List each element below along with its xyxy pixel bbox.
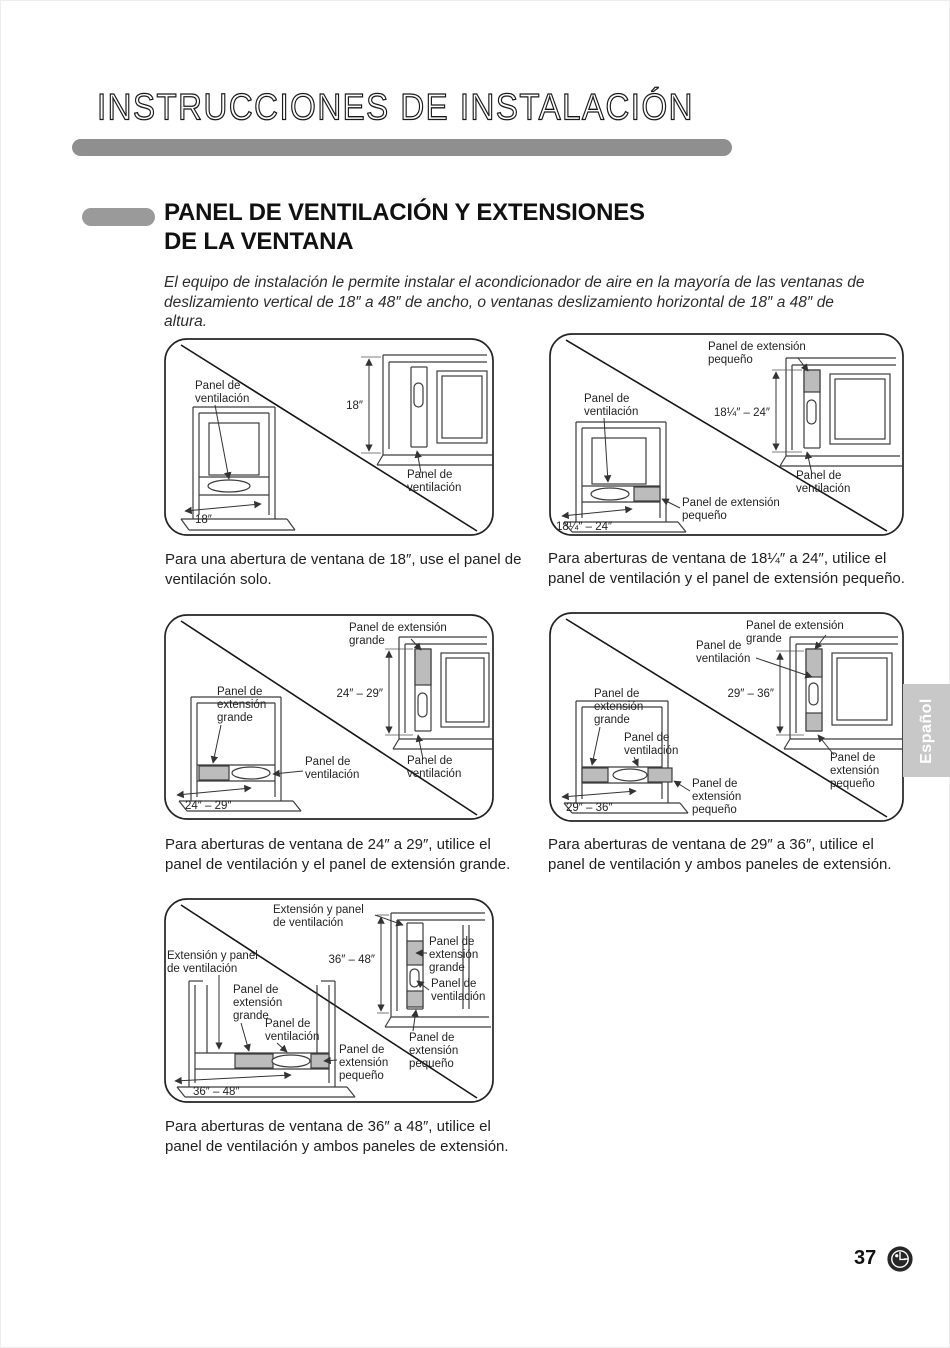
caption-36-48: Para aberturas de ventana de 36″ a 48″, utilice el panel de ventilación y ambos paneles de extensión. [165, 1118, 509, 1155]
label-large-ext-panel: Panel de [233, 984, 279, 996]
label-small-ext-panel: extensión [830, 765, 880, 777]
section-bullet-pill [82, 208, 155, 226]
label-vent-panel: ventilación [195, 393, 250, 405]
dim-width-36-48: 36″ – 48″ [193, 1086, 240, 1098]
label-large-ext-panel: grande [349, 635, 385, 647]
caption-24-29: Para aberturas de ventana de 24″ a 29″, utilice el panel de ventilación y el panel de extensión grande. [165, 836, 511, 873]
dim-width-29-36: 29″ – 36″ [566, 802, 613, 814]
figure-diagram-29-36 [548, 611, 905, 823]
dim-height-24-29: 24″ – 29″ [336, 688, 383, 700]
label-large-ext-panel: grande [429, 962, 465, 974]
label-vent-panel: Panel de [696, 640, 742, 652]
label-ext-and-vent: de ventilación [167, 963, 238, 975]
label-large-ext-panel: Panel de [594, 688, 640, 700]
label-vent-panel: Panel de [431, 978, 477, 990]
title-underline-bar [72, 139, 732, 156]
label-vent-panel: Panel de [796, 470, 842, 482]
label-vent-panel: ventilación [624, 745, 679, 757]
label-vent-panel: Panel de [195, 380, 241, 392]
label-vent-panel: Panel de [265, 1018, 311, 1030]
label-vent-panel: ventilación [407, 482, 462, 494]
section-title-line1: PANEL DE VENTILACIÓN Y EXTENSIONES [164, 199, 645, 226]
label-ext-and-vent: de ventilación [273, 917, 344, 929]
intro-paragraph: El equipo de instalación le permite instalar el acondicionador de aire en la mayoría de las ventanas de deslizamiento vertical de 18″ a 48″ de ancho, o ventanas deslizamiento horizontal de 18″ a 48″ de altura. [164, 274, 865, 330]
label-large-ext-panel: Panel de extensión [349, 622, 447, 634]
label-large-ext-panel: Panel de [217, 686, 263, 698]
label-small-ext-panel: extensión [339, 1057, 389, 1069]
caption-18: Para una abertura de ventana de 18″, use el panel de ventilación solo. [165, 551, 522, 588]
caption-18q-24: Para aberturas de ventana de 18¼″ a 24″, utilice el panel de ventilación y el panel de extensión pequeño. [548, 550, 905, 587]
label-ext-and-vent: Extensión y panel [273, 904, 364, 916]
label-vent-panel: ventilación [584, 406, 639, 418]
dim-height-36-48: 36″ – 48″ [328, 954, 375, 966]
language-tab-label: Español [917, 697, 935, 764]
label-vent-panel: Panel de [305, 756, 351, 768]
label-small-ext-panel: extensión [692, 791, 742, 803]
figure-diagram-18 [163, 337, 495, 537]
label-large-ext-panel: extensión [429, 949, 479, 961]
dim-height-29-36: 29″ – 36″ [727, 688, 774, 700]
label-small-ext-panel: Panel de extensión [708, 341, 806, 353]
label-vent-panel: ventilación [305, 769, 360, 781]
label-small-ext-panel: pequeño [708, 354, 753, 366]
dim-width-24-29: 24″ – 29″ [185, 800, 232, 812]
label-large-ext-panel: grande [594, 714, 630, 726]
language-tab-espanol [903, 684, 950, 777]
label-large-ext-panel: Panel de [429, 936, 475, 948]
figure-diagram-36-48 [163, 897, 495, 1104]
label-vent-panel: Panel de [407, 755, 453, 767]
page-number: 37 [854, 1247, 877, 1269]
label-vent-panel: ventilación [265, 1031, 320, 1043]
dim-width-18: 18″ [195, 514, 212, 526]
label-large-ext-panel: Panel de extensión [746, 620, 844, 632]
label-small-ext-panel: Panel de [339, 1044, 385, 1056]
label-vent-panel: ventilación [696, 653, 751, 665]
label-vent-panel: Panel de [624, 732, 670, 744]
figure-diagram-18q-24 [548, 332, 905, 537]
label-small-ext-panel: Panel de [692, 778, 738, 790]
label-small-ext-panel: pequeño [409, 1058, 454, 1070]
dim-height-18: 18″ [346, 400, 363, 412]
section-title-line2: DE LA VENTANA [164, 228, 354, 255]
label-small-ext-panel: Panel de extensión [682, 497, 780, 509]
label-large-ext-panel: extensión [217, 699, 267, 711]
label-ext-and-vent: Extensión y panel [167, 950, 258, 962]
label-vent-panel: Panel de [407, 469, 453, 481]
label-large-ext-panel: grande [746, 633, 782, 645]
dim-height-18q-24: 18¼″ – 24″ [713, 407, 770, 419]
label-large-ext-panel: extensión [594, 701, 644, 713]
label-vent-panel: Panel de [584, 393, 630, 405]
caption-29-36: Para aberturas de ventana de 29″ a 36″, utilice el panel de ventilación y ambos paneles de extensión. [548, 836, 892, 873]
label-small-ext-panel: Panel de [830, 752, 876, 764]
label-large-ext-panel: grande [217, 712, 253, 724]
page-title: INSTRUCCIONES DE INSTALACIÓN [97, 86, 694, 128]
label-vent-panel: ventilación [431, 991, 486, 1003]
dim-width-18q-24: 18¼″ – 24″ [556, 521, 613, 533]
label-small-ext-panel: extensión [409, 1045, 459, 1057]
label-small-ext-panel: Panel de [409, 1032, 455, 1044]
label-large-ext-panel: grande [233, 1010, 269, 1022]
section-title [164, 198, 645, 256]
lg-logo-icon [886, 1245, 914, 1273]
label-large-ext-panel: extensión [233, 997, 283, 1009]
label-vent-panel: ventilación [407, 768, 462, 780]
figure-diagram-24-29 [163, 613, 495, 821]
label-small-ext-panel: pequeño [339, 1070, 384, 1082]
label-small-ext-panel: pequeño [692, 804, 737, 816]
label-small-ext-panel: pequeño [830, 778, 875, 790]
label-vent-panel: ventilación [796, 483, 851, 495]
label-small-ext-panel: pequeño [682, 510, 727, 522]
